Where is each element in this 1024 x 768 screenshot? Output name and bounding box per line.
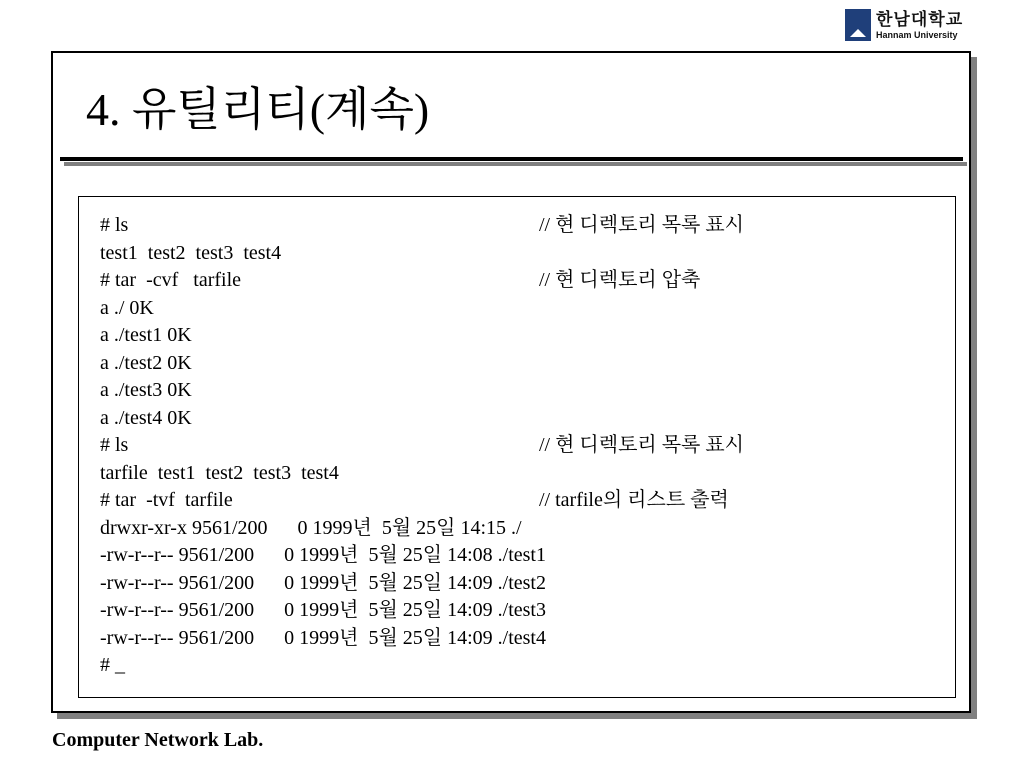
command-text: # ls bbox=[100, 214, 129, 236]
terminal-line bbox=[100, 240, 940, 268]
terminal-line bbox=[100, 267, 940, 295]
command-text: -rw-r--r-- 9561/200 0 1999년 5월 25일 14:09 ./test2 bbox=[100, 571, 546, 594]
terminal-line bbox=[100, 542, 940, 570]
terminal-line bbox=[100, 487, 940, 515]
command-text: # tar -cvf tarfile bbox=[100, 269, 242, 291]
title-rule bbox=[60, 157, 963, 161]
command-text: tarfile test1 test2 test3 test4 bbox=[100, 461, 339, 484]
command-text: a ./test3 0K bbox=[100, 379, 192, 401]
terminal-line bbox=[100, 652, 940, 680]
command-text: a ./ 0K bbox=[100, 296, 154, 319]
comment-text: // tarfile의 리스트 출력 bbox=[539, 489, 729, 511]
logo-text bbox=[876, 11, 963, 40]
command-text: a ./test2 0K bbox=[100, 351, 192, 374]
terminal-line bbox=[100, 570, 940, 598]
terminal-line bbox=[100, 432, 940, 460]
comment-text: // 현 디렉토리 압축 bbox=[539, 269, 701, 291]
command-text: drwxr-xr-x 9561/200 0 1999년 5월 25일 14:15 ./ bbox=[100, 516, 522, 539]
logo-korean-name: 한남대학교 bbox=[876, 9, 964, 30]
command-text: -rw-r--r-- 9561/200 0 1999년 5월 25일 14:09 ./test3 bbox=[100, 599, 546, 621]
footer-lab-name: Computer Network Lab. bbox=[52, 729, 264, 751]
logo-english-name: Hannam University bbox=[876, 29, 958, 40]
title-rule-shadow bbox=[64, 162, 967, 166]
university-emblem-icon bbox=[845, 9, 871, 41]
command-text: a ./test1 0K bbox=[100, 324, 192, 346]
terminal-line bbox=[100, 597, 940, 625]
command-text: # ls bbox=[100, 434, 129, 456]
command-text: # tar -tvf tarfile bbox=[100, 489, 233, 511]
terminal-line bbox=[100, 515, 940, 543]
command-text: test1 test2 test3 test4 bbox=[100, 241, 282, 264]
slide-title: 4. 유틸리티(계속) bbox=[86, 84, 430, 135]
command-text: -rw-r--r-- 9561/200 0 1999년 5월 25일 14:08 ./test1 bbox=[100, 544, 546, 566]
terminal-line bbox=[100, 405, 940, 433]
university-logo bbox=[845, 8, 963, 42]
terminal-line bbox=[100, 460, 940, 488]
terminal-line bbox=[100, 350, 940, 378]
terminal-lines bbox=[100, 212, 940, 680]
terminal-line bbox=[100, 295, 940, 323]
command-text: # _ bbox=[100, 654, 125, 676]
emblem-roof-icon bbox=[850, 29, 866, 37]
comment-text: // 현 디렉토리 목록 표시 bbox=[539, 434, 744, 456]
terminal-line bbox=[100, 625, 940, 653]
terminal-line bbox=[100, 322, 940, 350]
comment-text: // 현 디렉토리 목록 표시 bbox=[539, 214, 744, 236]
command-text: -rw-r--r-- 9561/200 0 1999년 5월 25일 14:09 ./test4 bbox=[100, 626, 546, 649]
terminal-line bbox=[100, 212, 940, 240]
terminal-line bbox=[100, 377, 940, 405]
command-text: a ./test4 0K bbox=[100, 406, 192, 429]
